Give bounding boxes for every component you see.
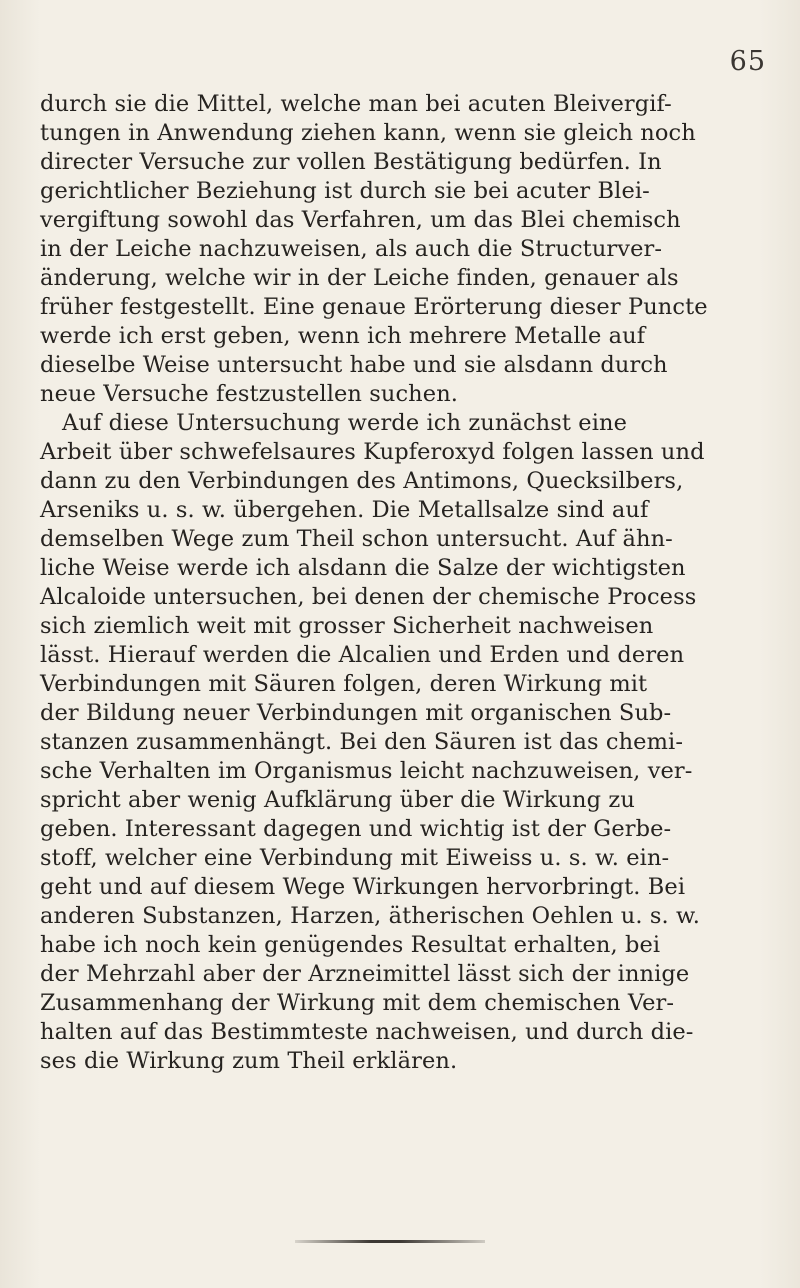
text-line: stoff, welcher eine Verbindung mit Eiweiss u. s. w. ein- bbox=[40, 845, 670, 871]
text-line: der Bildung neuer Verbindungen mit organischen Sub- bbox=[40, 700, 672, 726]
text-line: stanzen zusammenhängt. Bei den Säuren ist das chemi- bbox=[40, 729, 684, 755]
text-line: dieselbe Weise untersucht habe und sie alsdann durch bbox=[40, 352, 668, 378]
text-line: änderung, welche wir in der Leiche finden, genauer als bbox=[40, 265, 679, 291]
text-line: dann zu den Verbindungen des Antimons, Quecksilbers, bbox=[40, 468, 684, 494]
text-line: habe ich noch kein genügendes Resultat erhalten, bei bbox=[40, 932, 661, 958]
text-line: ses die Wirkung zum Theil erklären. bbox=[40, 1048, 458, 1074]
text-line: demselben Wege zum Theil schon untersucht. Auf ähn- bbox=[40, 526, 673, 552]
text-line: Auf diese Untersuchung werde ich zunächst eine bbox=[62, 410, 628, 436]
page-number: 65 bbox=[729, 46, 766, 77]
text-line: Arseniks u. s. w. übergehen. Die Metallsalze sind auf bbox=[40, 497, 649, 523]
text-line: gerichtlicher Beziehung ist durch sie bei acuter Blei- bbox=[40, 178, 650, 204]
end-rule bbox=[295, 1240, 485, 1243]
text-line: werde ich erst geben, wenn ich mehrere Metalle auf bbox=[40, 323, 646, 349]
text-line: früher festgestellt. Eine genaue Erörterung dieser Puncte bbox=[40, 294, 708, 320]
text-line: durch sie die Mittel, welche man bei acuten Bleivergif- bbox=[40, 91, 672, 117]
text-line: Zusammenhang der Wirkung mit dem chemischen Ver- bbox=[40, 990, 675, 1016]
text-line: sich ziemlich weit mit grosser Sicherheit nachweisen bbox=[40, 613, 654, 639]
text-line: Alcaloide untersuchen, bei denen der chemische Process bbox=[40, 584, 697, 610]
text-line: sche Verhalten im Organismus leicht nachzuweisen, ver- bbox=[40, 758, 693, 784]
text-line: spricht aber wenig Aufklärung über die Wirkung zu bbox=[40, 787, 635, 813]
text-line: halten auf das Bestimmteste nachweisen, und durch die- bbox=[40, 1019, 694, 1045]
text-line: Verbindungen mit Säuren folgen, deren Wirkung mit bbox=[40, 671, 648, 697]
text-line: lässt. Hierauf werden die Alcalien und Erden und deren bbox=[40, 642, 685, 668]
text-line: vergiftung sowohl das Verfahren, um das Blei chemisch bbox=[40, 207, 681, 233]
text-line: geben. Interessant dagegen und wichtig ist der Gerbe- bbox=[40, 816, 672, 842]
body-text bbox=[40, 90, 770, 1076]
text-line: anderen Substanzen, Harzen, ätherischen Oehlen u. s. w. bbox=[40, 903, 700, 929]
text-line: liche Weise werde ich alsdann die Salze der wichtigsten bbox=[40, 555, 686, 581]
text-line: tungen in Anwendung ziehen kann, wenn sie gleich noch bbox=[40, 120, 696, 146]
text-line: directer Versuche zur vollen Bestätigung bedürfen. In bbox=[40, 149, 662, 175]
text-line: geht und auf diesem Wege Wirkungen hervorbringt. Bei bbox=[40, 874, 686, 900]
text-line: Arbeit über schwefelsaures Kupferoxyd folgen lassen und bbox=[40, 439, 705, 465]
text-line: neue Versuche festzustellen suchen. bbox=[40, 381, 459, 407]
text-line: der Mehrzahl aber der Arzneimittel lässt sich der innige bbox=[40, 961, 690, 987]
text-line: in der Leiche nachzuweisen, als auch die Structurver- bbox=[40, 236, 663, 262]
